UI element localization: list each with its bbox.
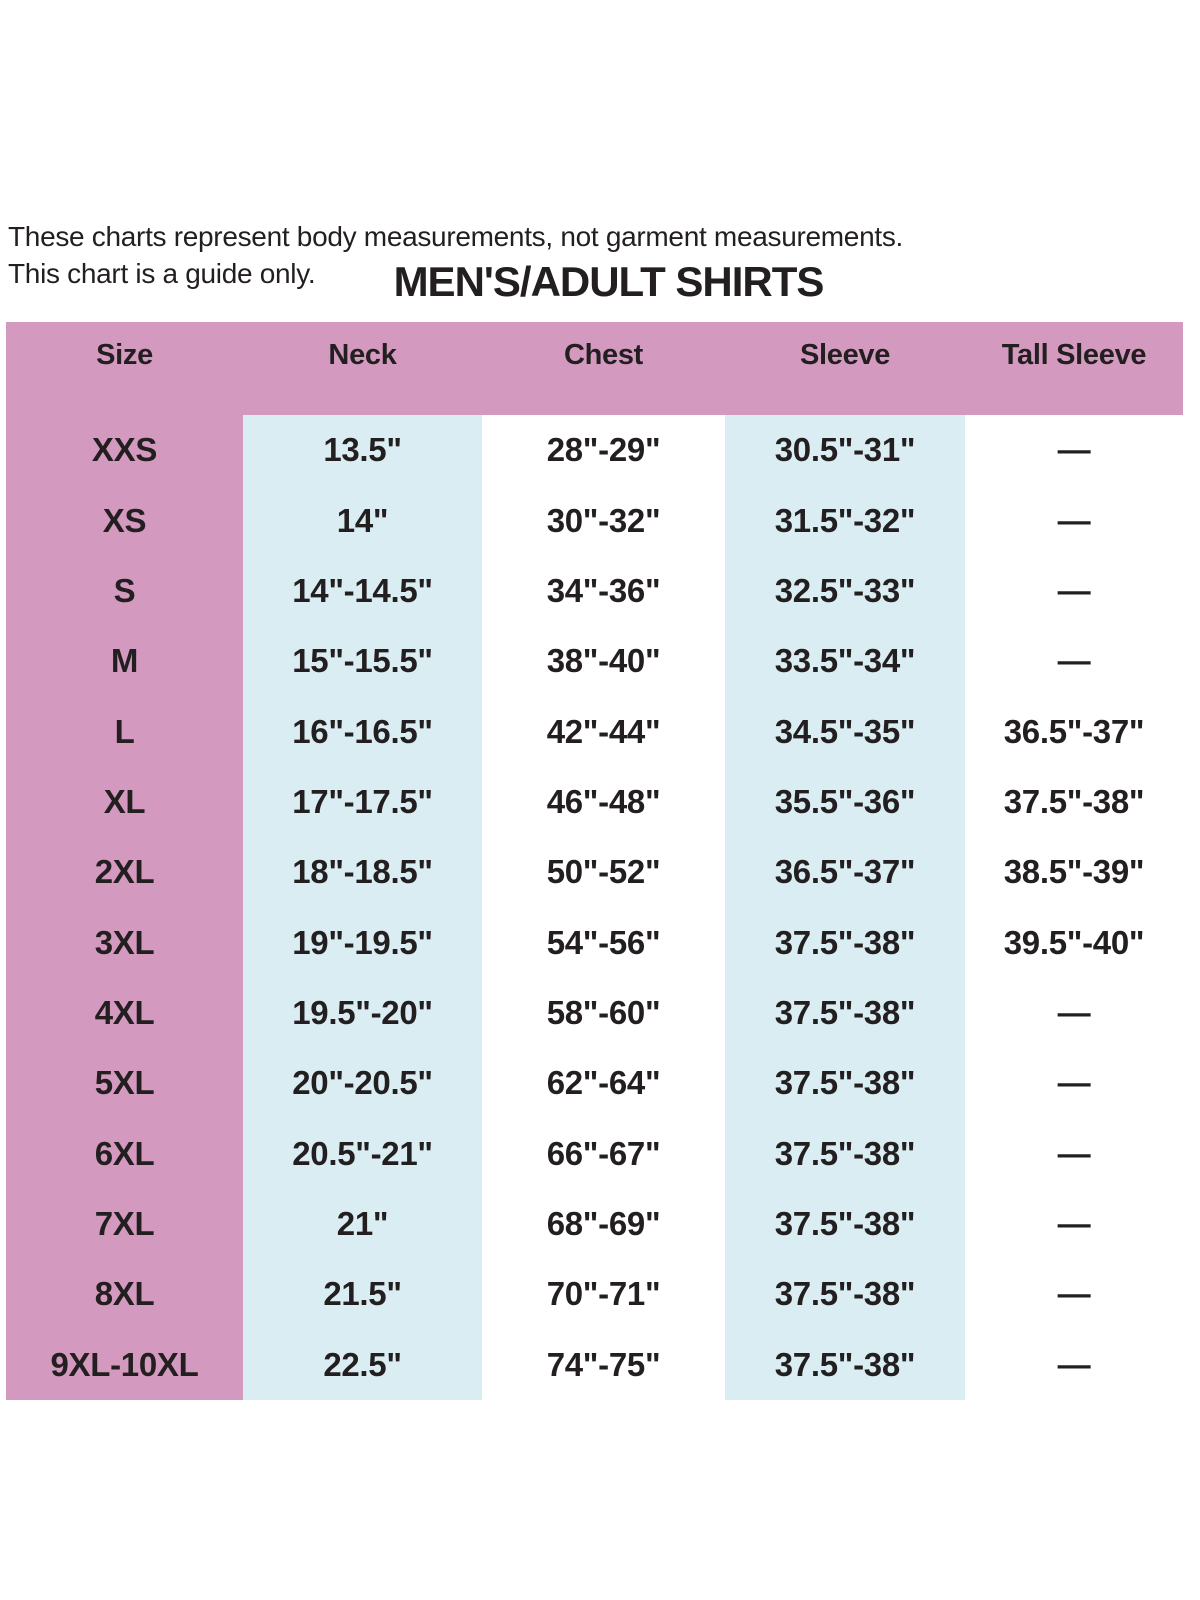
measurement-cell: 16"-16.5" <box>243 696 482 766</box>
measurement-cell: — <box>965 1259 1183 1329</box>
size-cell: XS <box>6 485 243 555</box>
table-row <box>6 696 1183 766</box>
size-table <box>6 322 1183 1400</box>
measurement-cell: 68"-69" <box>482 1189 725 1259</box>
measurement-cell: 37.5"-38" <box>725 1189 965 1259</box>
size-cell: M <box>6 626 243 696</box>
table-row <box>6 556 1183 626</box>
size-cell: 5XL <box>6 1048 243 1118</box>
measurement-cell: 37.5"-38" <box>965 767 1183 837</box>
size-cell: 4XL <box>6 978 243 1048</box>
measurement-cell: 30.5"-31" <box>725 415 965 485</box>
measurement-cell: 58"-60" <box>482 978 725 1048</box>
measurement-cell: 37.5"-38" <box>725 1329 965 1399</box>
measurement-cell: 74"-75" <box>482 1329 725 1399</box>
intro-line-1: These charts represent body measurements, not garment measurements. <box>8 221 904 252</box>
table-body <box>6 415 1183 1400</box>
measurement-cell: 36.5"-37" <box>965 696 1183 766</box>
measurement-cell: 21" <box>243 1189 482 1259</box>
table-row <box>6 485 1183 555</box>
measurement-cell: 37.5"-38" <box>725 907 965 977</box>
measurement-cell: — <box>965 1329 1183 1399</box>
measurement-cell: 38"-40" <box>482 626 725 696</box>
measurement-cell: 20"-20.5" <box>243 1048 482 1118</box>
measurement-cell: 32.5"-33" <box>725 556 965 626</box>
measurement-cell: — <box>965 485 1183 555</box>
measurement-cell: 66"-67" <box>482 1118 725 1188</box>
measurement-cell: 37.5"-38" <box>725 1118 965 1188</box>
column-header-chest: Chest <box>563 339 644 371</box>
measurement-cell: 62"-64" <box>482 1048 725 1118</box>
measurement-cell: 22.5" <box>243 1329 482 1399</box>
measurement-cell: 18"-18.5" <box>243 837 482 907</box>
table-row <box>6 907 1183 977</box>
table-row <box>6 1048 1183 1118</box>
table-row <box>6 1189 1183 1259</box>
table-row <box>6 837 1183 907</box>
size-cell: XXS <box>6 415 243 485</box>
size-cell: 7XL <box>6 1189 243 1259</box>
measurement-cell: 14" <box>243 485 482 555</box>
table-row <box>6 1118 1183 1188</box>
column-header-tall-sleeve: Tall Sleeve <box>1001 339 1147 371</box>
measurement-cell: 54"-56" <box>482 907 725 977</box>
measurement-cell: — <box>965 1048 1183 1118</box>
measurement-cell: 19"-19.5" <box>243 907 482 977</box>
measurement-cell: 31.5"-32" <box>725 485 965 555</box>
size-cell: 2XL <box>6 837 243 907</box>
intro-line-2: This chart is a guide only. <box>8 258 316 289</box>
measurement-cell: 37.5"-38" <box>725 1259 965 1329</box>
measurement-cell: 20.5"-21" <box>243 1118 482 1188</box>
measurement-cell: 37.5"-38" <box>725 1048 965 1118</box>
table-row <box>6 1329 1183 1399</box>
table-header <box>6 322 1183 415</box>
size-cell: 3XL <box>6 907 243 977</box>
size-cell: L <box>6 696 243 766</box>
table-row <box>6 626 1183 696</box>
measurement-cell: 13.5" <box>243 415 482 485</box>
measurement-cell: 50"-52" <box>482 837 725 907</box>
measurement-cell: 42"-44" <box>482 696 725 766</box>
measurement-cell: 70"-71" <box>482 1259 725 1329</box>
column-header-neck: Neck <box>328 339 397 371</box>
table-row <box>6 767 1183 837</box>
measurement-cell: 36.5"-37" <box>725 837 965 907</box>
measurement-cell: 28"-29" <box>482 415 725 485</box>
measurement-cell: 30"-32" <box>482 485 725 555</box>
table-row <box>6 1259 1183 1329</box>
measurement-cell: — <box>965 415 1183 485</box>
measurement-cell: 39.5"-40" <box>965 907 1183 977</box>
measurement-cell: 33.5"-34" <box>725 626 965 696</box>
measurement-cell: 15"-15.5" <box>243 626 482 696</box>
size-cell: S <box>6 556 243 626</box>
measurement-cell: — <box>965 626 1183 696</box>
measurement-cell: 21.5" <box>243 1259 482 1329</box>
measurement-cell: 38.5"-39" <box>965 837 1183 907</box>
measurement-cell: 34.5"-35" <box>725 696 965 766</box>
measurement-cell: — <box>965 1118 1183 1188</box>
size-cell: XL <box>6 767 243 837</box>
size-cell: 6XL <box>6 1118 243 1188</box>
table-row <box>6 415 1183 485</box>
measurement-cell: 37.5"-38" <box>725 978 965 1048</box>
size-cell: 8XL <box>6 1259 243 1329</box>
size-cell: 9XL-10XL <box>6 1329 243 1399</box>
measurement-cell: 34"-36" <box>482 556 725 626</box>
page-title: MEN'S/ADULT SHIRTS <box>393 258 824 305</box>
measurement-cell: 17"-17.5" <box>243 767 482 837</box>
measurement-cell: — <box>965 978 1183 1048</box>
measurement-cell: — <box>965 556 1183 626</box>
measurement-cell: 35.5"-36" <box>725 767 965 837</box>
column-header-size: Size <box>96 339 153 371</box>
column-header-sleeve: Sleeve <box>799 339 891 371</box>
measurement-cell: 14"-14.5" <box>243 556 482 626</box>
measurement-cell: 19.5"-20" <box>243 978 482 1048</box>
table-row <box>6 978 1183 1048</box>
measurement-cell: 46"-48" <box>482 767 725 837</box>
measurement-cell: — <box>965 1189 1183 1259</box>
